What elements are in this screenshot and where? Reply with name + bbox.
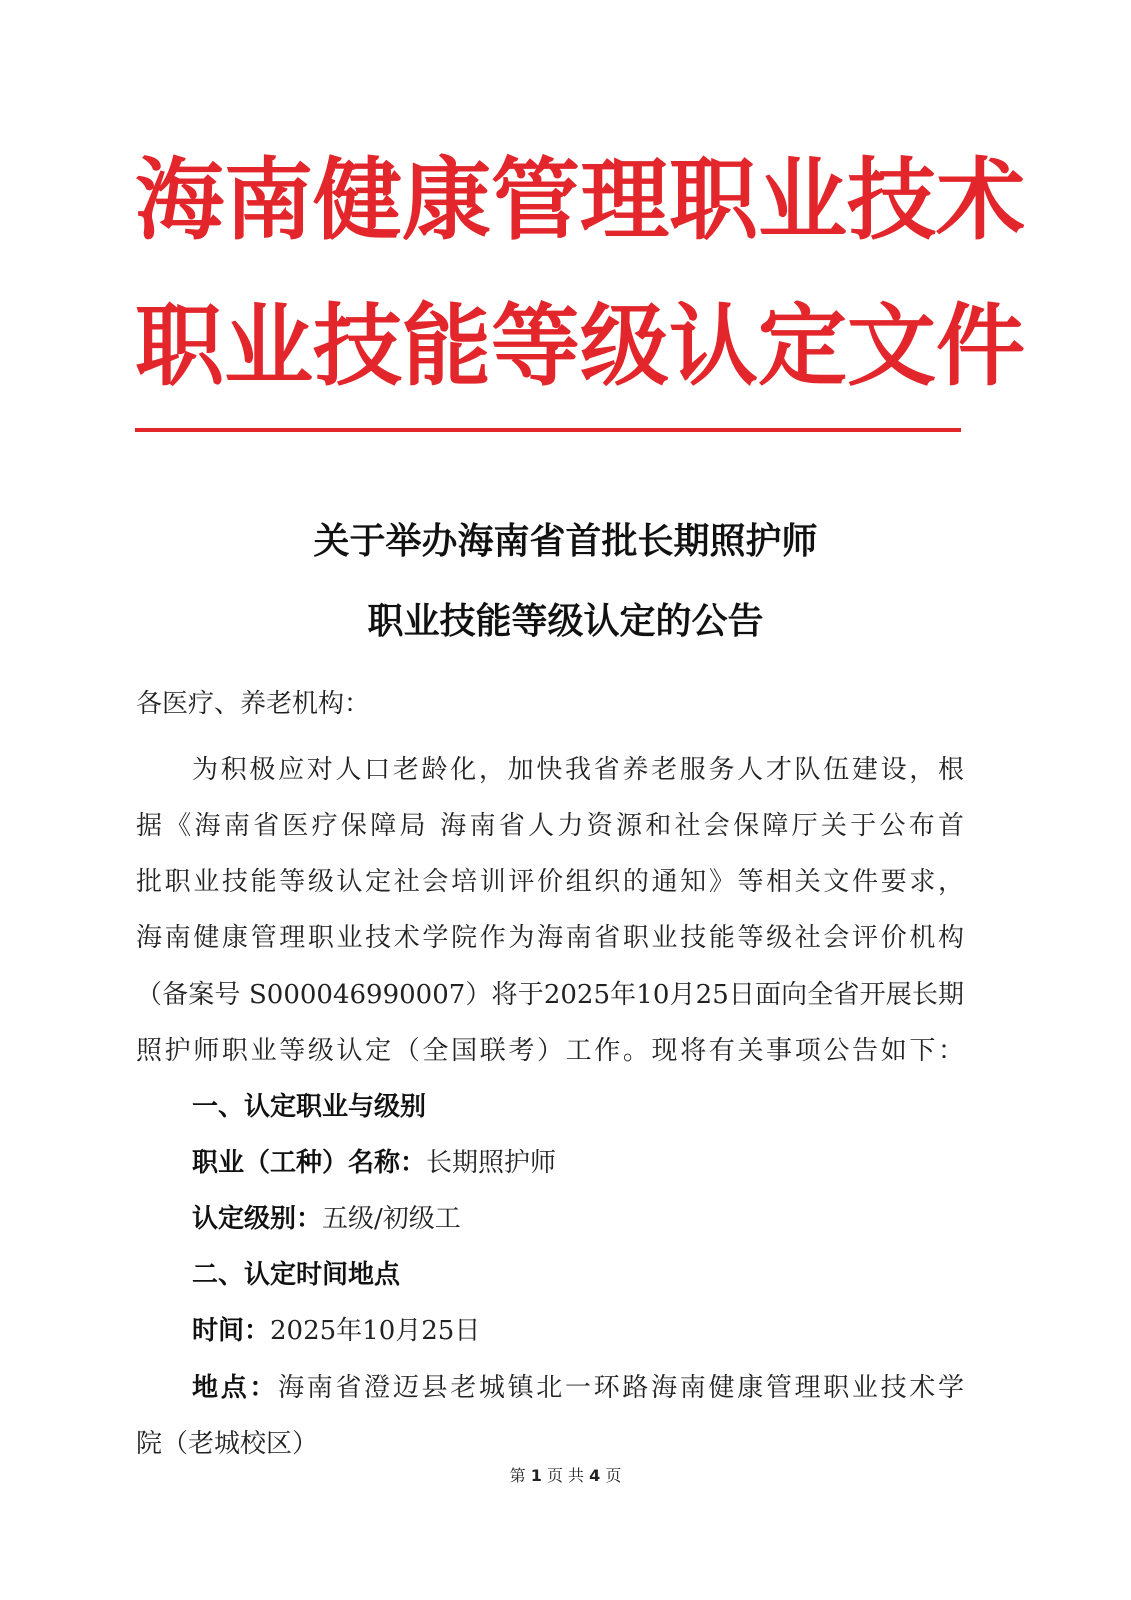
- section-2-heading: 二、认定时间地点: [192, 1260, 401, 1290]
- footer-middle: 页 共: [546, 1466, 585, 1485]
- place-value-line-2: 院（老城校区）: [136, 1429, 319, 1459]
- place-row: [192, 1368, 964, 1408]
- document-title-line-1: 关于举办海南省首批长期照护师: [313, 521, 818, 562]
- intro-paragraph-line: （备案号 S000046990007）将于2025年10月25日面向全省开展长期: [136, 980, 964, 1010]
- intro-paragraph-line: 据《海南省医疗保障局 海南省人力资源和社会保障厅关于公布首: [136, 811, 964, 841]
- intro-paragraph-line: 海南健康管理职业技术学院作为海南省职业技能等级社会评价机构: [136, 923, 964, 953]
- issuer-header-line-1: 海南健康管理职业技术: [135, 148, 1025, 252]
- time-row: [192, 1311, 964, 1351]
- place-value-line-1: 海南省澄迈县老城镇北一环路海南健康管理职业技术学: [278, 1373, 964, 1403]
- level-row: [192, 1199, 964, 1239]
- footer-prefix: 第: [509, 1466, 526, 1485]
- occupation-row: [192, 1143, 964, 1183]
- page-number-footer: [0, 1466, 1131, 1486]
- intro-paragraph-line: 为积极应对人口老龄化，加快我省养老服务人才队伍建设，根: [192, 755, 964, 785]
- red-divider-rule: [135, 428, 961, 432]
- document-title-line-2: 职业技能等级认定的公告: [367, 601, 764, 642]
- level-value: 五级/初级工: [322, 1204, 461, 1234]
- section-1-heading: 一、认定职业与级别: [192, 1092, 427, 1122]
- footer-suffix: 页: [605, 1466, 622, 1485]
- level-label: 认定级别：: [192, 1204, 323, 1234]
- issuer-header-line-2: 职业技能等级认定文件: [135, 294, 1025, 398]
- occupation-label: 职业（工种）名称：: [192, 1148, 427, 1178]
- intro-paragraph-line: 照护师职业等级认定（全国联考）工作。现将有关事项公告如下：: [136, 1036, 964, 1066]
- total-page-count: 4: [589, 1466, 601, 1485]
- current-page-number: 1: [530, 1466, 542, 1485]
- place-label: 地点：: [192, 1373, 279, 1403]
- time-value: 2025年10月25日: [270, 1316, 481, 1346]
- intro-paragraph-line: 批职业技能等级认定社会培训评价组织的通知》等相关文件要求，: [136, 867, 964, 897]
- salutation: 各医疗、养老机构：: [136, 689, 371, 719]
- time-label: 时间：: [192, 1316, 271, 1346]
- occupation-value: 长期照护师: [426, 1148, 557, 1178]
